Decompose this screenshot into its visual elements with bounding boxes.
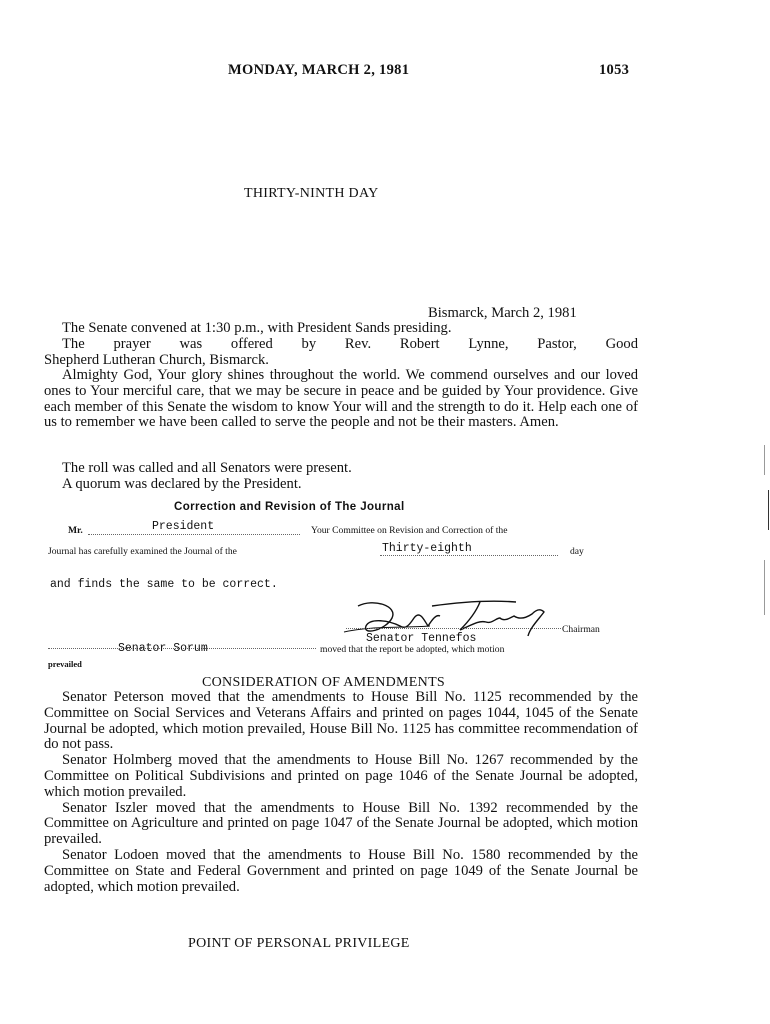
amendment-paragraph: Senator Lodoen moved that the amendments to House Bill No. 1580 recommended by the Committee on State and Federal Government and printed on page 1049 of the Senate Journal be adopted, which motion prevailed. <box>44 846 638 895</box>
convened-line: The Senate convened at 1:30 p.m., with President Sands presiding. <box>62 320 452 336</box>
privilege-heading: POINT OF PERSONAL PRIVILEGE <box>188 936 410 951</box>
scan-edge-mark <box>768 490 769 530</box>
prayer-paragraph <box>44 368 638 431</box>
prayer-text: Almighty God, Your glory shines throughout the world. We commend ourselves and our loved ones to Your merciful care, that we may be secure in peace and be guided by Your providence. Give each member of this Senate the wisdom to know Your will and the strength to do it. Help each one of us to remember we have been called to serve the people and not be their masters. Amen. <box>44 367 638 431</box>
journal-form-heading: Correction and Revision of The Journal <box>174 501 405 513</box>
prevailed-label: prevailed <box>48 659 82 669</box>
day-value: Thirty-eighth <box>382 542 472 555</box>
day-title: THIRTY-NINTH DAY <box>244 186 379 201</box>
page-number: 1053 <box>599 62 630 78</box>
day-label: day <box>570 546 584 557</box>
quorum-line: A quorum was declared by the President. <box>62 476 302 492</box>
scan-edge-mark <box>764 445 765 475</box>
amendment-paragraph: Senator Iszler moved that the amendments to House Bill No. 1392 recommended by the Committee on Agriculture and printed on page 1047 of the Senate Journal be adopted, which motion prevailed. <box>44 799 638 848</box>
amendments-body <box>44 690 638 895</box>
mover-name: Senator Sorum <box>118 642 208 655</box>
chairman-label: Chairman <box>562 624 600 635</box>
finds-correct-line: and finds the same to be correct. <box>50 578 278 591</box>
amendment-paragraph: Senator Peterson moved that the amendments to House Bill No. 1125 recommended by the Committee on Social Services and Veterans Affairs and printed on pages 1044, 1045 of the Senate Journal be adopted, which motion prevailed, House Bill No. 1125 has committee recommendation of do not pass. <box>44 689 638 753</box>
prayer-intro-line1: The prayer was offered by Rev. Robert Lynne, Pastor, Good <box>62 336 638 352</box>
mr-label: Mr. <box>68 525 83 536</box>
journal-text: Journal has carefully examined the Journal of the <box>48 546 237 557</box>
amendments-heading: CONSIDERATION OF AMENDMENTS <box>202 675 446 690</box>
roll-line: The roll was called and all Senators were present. <box>62 460 352 476</box>
scan-edge-mark <box>764 560 765 615</box>
chairman-name: Senator Tennefos <box>366 632 477 645</box>
committee-text: Your Committee on Revision and Correction of the <box>311 525 508 536</box>
prayer-intro-line2: Shepherd Lutheran Church, Bismarck. <box>44 352 269 368</box>
signature-line <box>346 628 561 629</box>
dateline: Bismarck, March 2, 1981 <box>428 305 577 321</box>
moved-text: moved that the report be adopted, which motion <box>320 644 505 655</box>
running-header-date: MONDAY, MARCH 2, 1981 <box>228 62 410 78</box>
amendment-paragraph: Senator Holmberg moved that the amendments to House Bill No. 1267 recommended by the Committee on Political Subdivisions and printed on page 1046 of the Senate Journal be adopted, which motion prevailed. <box>44 752 638 800</box>
addressee-value: President <box>152 520 215 533</box>
